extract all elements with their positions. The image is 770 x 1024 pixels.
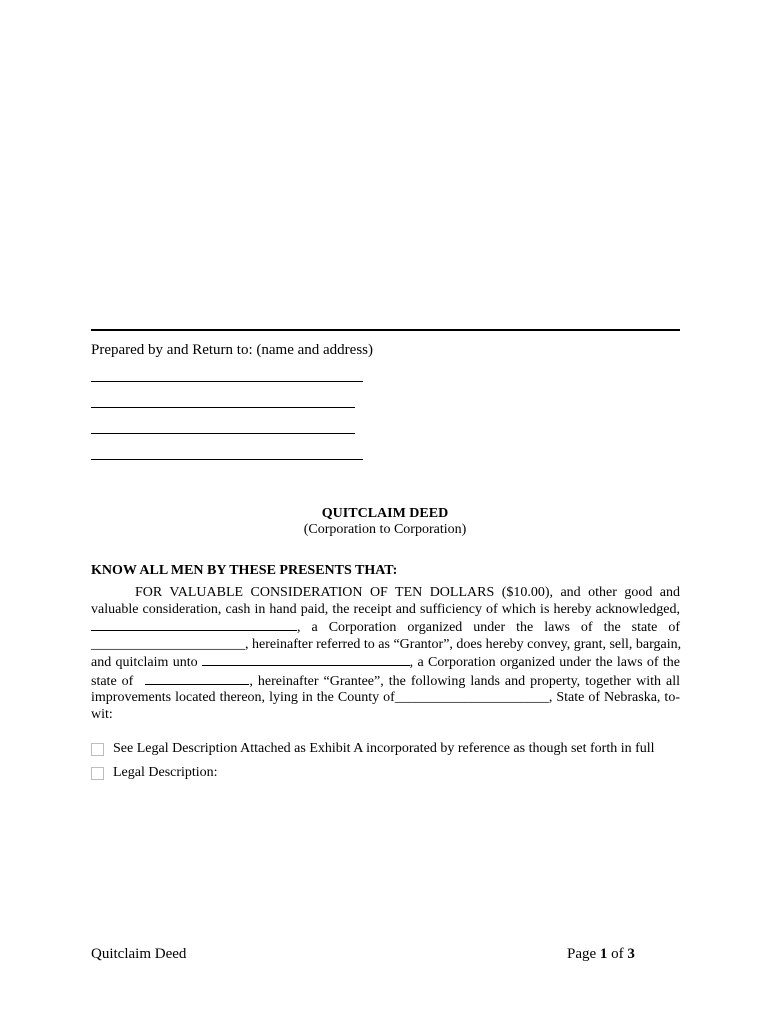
exhibit-label: See Legal Description Attached as Exhibit A incorporated by reference as though set forth in full — [113, 741, 655, 756]
grantor-name-blank[interactable] — [91, 618, 297, 631]
grantor-state-blank[interactable]: ______________________ — [91, 636, 245, 652]
legal-description-option — [91, 765, 218, 781]
prepared-by-label: Prepared by and Return to: (name and address) — [91, 342, 373, 358]
body-line-8: wit: — [91, 706, 113, 722]
county-blank[interactable]: ______________________ — [394, 690, 549, 705]
footer-document-name: Quitclaim Deed — [91, 946, 187, 962]
address-line-4[interactable] — [91, 459, 363, 460]
deed-body — [91, 585, 680, 723]
body-line-6: state of , hereinafter “Grantee”, the following lands and property, together with all — [91, 673, 680, 689]
body-line-2: valuable consideration, cash in hand paid, the receipt and sufficiency of which is hereby acknowledged, — [91, 601, 680, 617]
document-subtitle: (Corporation to Corporation) — [303, 522, 467, 537]
exhibit-option — [91, 741, 655, 757]
grantee-state-blank[interactable] — [145, 672, 249, 685]
body-line-3: , a Corporation organized under the laws of the state of — [91, 618, 680, 637]
body-line-5: and quitclaim unto , a Corporation organized under the laws of the — [91, 655, 680, 670]
footer-page-number: Page 1 of 3 — [567, 946, 635, 962]
legal-description-checkbox[interactable] — [91, 767, 104, 780]
body-line-7: improvements located thereon, lying in the County of______________________, State of Nebraska, to- — [91, 690, 680, 705]
address-line-1[interactable] — [91, 381, 363, 382]
header-divider — [91, 329, 680, 331]
address-line-3[interactable] — [91, 433, 355, 434]
body-line-1: FOR VALUABLE CONSIDERATION OF TEN DOLLARS ($10.00), and other good and — [135, 585, 680, 600]
body-line-4: ______________________, hereinafter referred to as “Grantor”, does hereby convey, grant, sell, bargain, — [91, 636, 682, 652]
legal-description-label: Legal Description: — [113, 765, 218, 780]
address-line-2[interactable] — [91, 407, 355, 408]
grantee-name-blank[interactable] — [202, 653, 410, 666]
document-title: QUITCLAIM DEED — [321, 506, 449, 521]
exhibit-checkbox[interactable] — [91, 743, 104, 756]
intro-heading: KNOW ALL MEN BY THESE PRESENTS THAT: — [91, 563, 398, 578]
